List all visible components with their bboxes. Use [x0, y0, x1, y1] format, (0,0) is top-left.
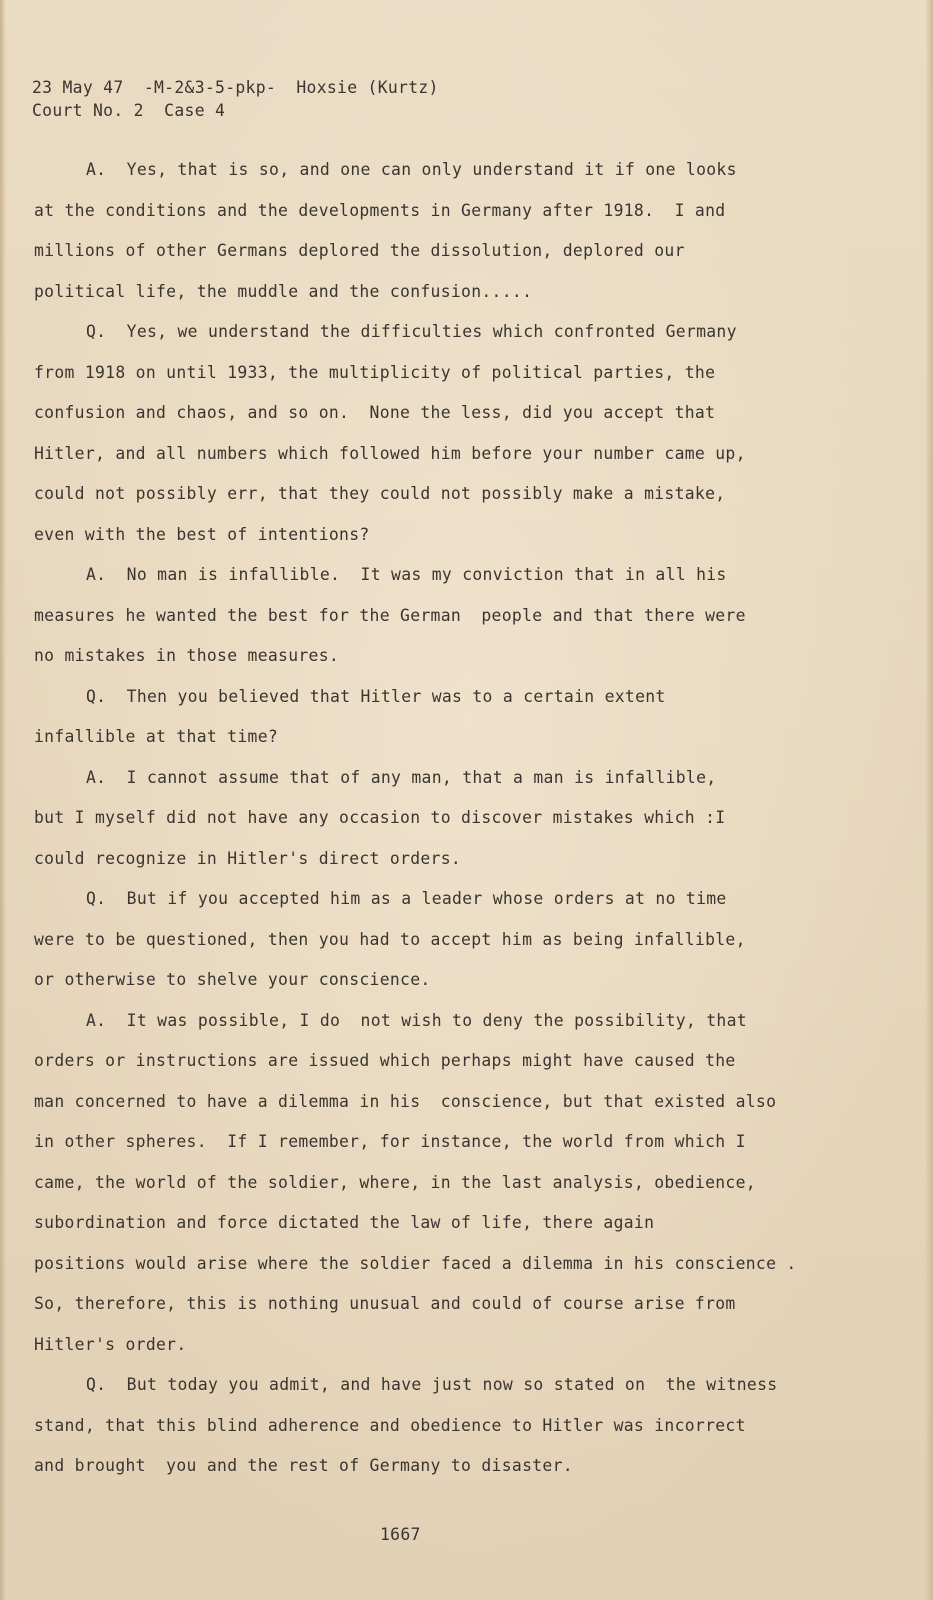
transcript-line: stand, that this blind adherence and obedience to Hitler was incorrect — [34, 1416, 746, 1435]
transcript-line: Hitler, and all numbers which followed him before your number came up, — [34, 444, 746, 463]
transcript-line: positions would arise where the soldier faced a dilemma in his conscience . — [34, 1254, 797, 1273]
transcript-line: A. Yes, that is so, and one can only understand it if one looks — [86, 160, 737, 179]
transcript-line: but I myself did not have any occasion to discover mistakes which :I — [34, 808, 726, 827]
transcript-line: man concerned to have a dilemma in his conscience, but that existed also — [34, 1092, 777, 1111]
transcript-line: no mistakes in those measures. — [34, 646, 340, 665]
transcript-line: Q. Yes, we understand the difficulties which confronted Germany — [86, 322, 737, 341]
transcript-line: A. It was possible, I do not wish to deny the possibility, that — [86, 1011, 747, 1030]
transcript-line: A. No man is infallible. It was my conviction that in all his — [86, 565, 727, 584]
transcript-line: So, therefore, this is nothing unusual and could of course arise from — [34, 1294, 736, 1313]
page-number: 1667 — [380, 1525, 421, 1544]
transcript-line: Q. Then you believed that Hitler was to a certain extent — [86, 687, 666, 706]
transcript-line: in other spheres. If I remember, for instance, the world from which I — [34, 1132, 746, 1151]
transcript-line: came, the world of the soldier, where, in the last analysis, obedience, — [34, 1173, 756, 1192]
transcript-line: even with the best of intentions? — [34, 525, 370, 544]
paper-edge-left — [0, 0, 6, 1600]
transcript-line: could recognize in Hitler's direct orders. — [34, 849, 462, 868]
transcript-line: could not possibly err, that they could not possibly make a mistake, — [34, 484, 726, 503]
transcript-line: infallible at that time? — [34, 727, 279, 746]
transcript-line: Q. But if you accepted him as a leader whose orders at no time — [86, 889, 727, 908]
transcript-line: Q. But today you admit, and have just now so stated on the witness — [86, 1375, 778, 1394]
transcript-line: from 1918 on until 1933, the multiplicity of political parties, the — [34, 363, 716, 382]
transcript-line: at the conditions and the developments in Germany after 1918. I and — [34, 201, 726, 220]
header-date-line: 23 May 47 -M-2&3-5-pkp- Hoxsie (Kurtz) — [32, 78, 439, 97]
transcript-line: or otherwise to shelve your conscience. — [34, 970, 431, 989]
transcript-line: A. I cannot assume that of any man, that a man is infallible, — [86, 768, 717, 787]
transcript-line: millions of other Germans deplored the dissolution, deplored our — [34, 241, 685, 260]
transcript-line: subordination and force dictated the law of life, there again — [34, 1213, 655, 1232]
transcript-line: political life, the muddle and the confusion..... — [34, 282, 533, 301]
header-court-line: Court No. 2 Case 4 — [32, 101, 226, 120]
transcript-line: confusion and chaos, and so on. None the less, did you accept that — [34, 403, 716, 422]
transcript-line: were to be questioned, then you had to accept him as being infallible, — [34, 930, 746, 949]
transcript-line: orders or instructions are issued which perhaps might have caused the — [34, 1051, 736, 1070]
transcript-line: Hitler's order. — [34, 1335, 187, 1354]
transcript-line: measures he wanted the best for the German people and that there were — [34, 606, 746, 625]
paper-edge-right — [925, 0, 933, 1600]
transcript-line: and brought you and the rest of Germany to disaster. — [34, 1456, 573, 1475]
